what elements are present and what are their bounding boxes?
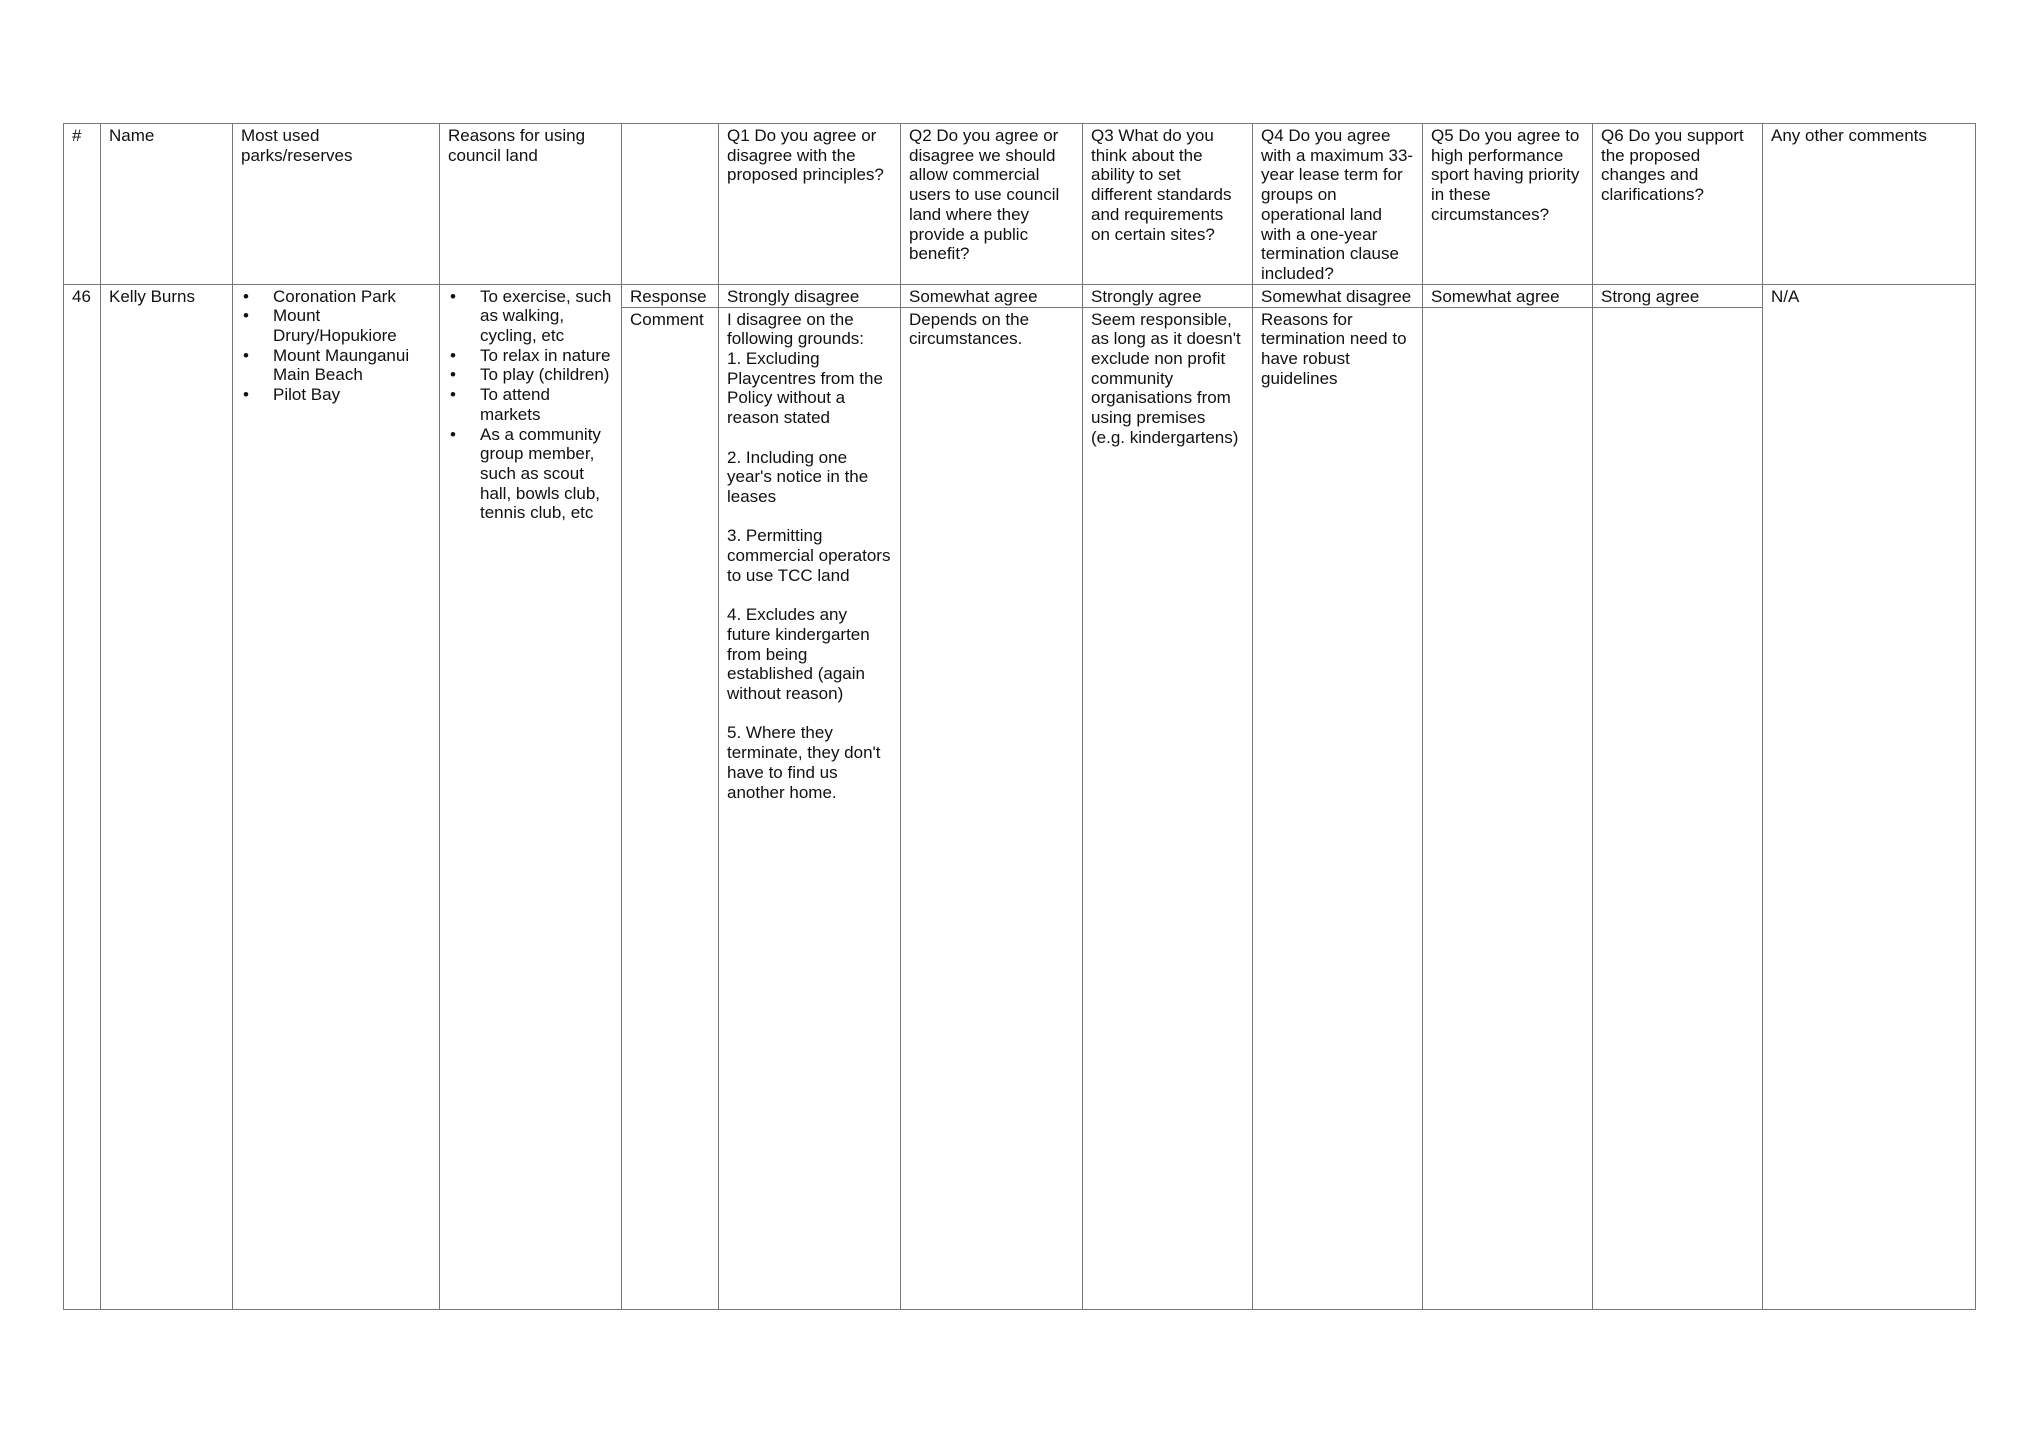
header-q1: Q1 Do you agree or disagree with the proposed principles? — [719, 124, 901, 285]
list-item: • As a community group member, such as scout hall, bowls club, tennis club, etc — [472, 425, 613, 524]
q1-response: Strongly disagree — [719, 284, 901, 307]
header-row — [64, 124, 1976, 285]
list-item: • To attend markets — [472, 385, 613, 424]
other-comments: N/A — [1763, 284, 1976, 1309]
reasons-cell — [440, 284, 622, 1309]
parks-cell — [233, 284, 440, 1309]
list-item: • To relax in nature — [472, 346, 613, 366]
list-item: • Mount Maunganui Main Beach — [265, 346, 431, 385]
response-label: Response — [622, 284, 719, 307]
q4-comment: Reasons for termination need to have robust guidelines — [1253, 307, 1423, 1309]
reasons-list — [448, 287, 613, 523]
comment-label: Comment — [622, 307, 719, 1309]
header-parks: Most used parks/reserves — [233, 124, 440, 285]
q3-response: Strongly agree — [1083, 284, 1253, 307]
header-q5: Q5 Do you agree to high performance sport having priority in these circumstances? — [1423, 124, 1593, 285]
header-q6: Q6 Do you support the proposed changes and clarifications? — [1593, 124, 1763, 285]
q2-comment: Depends on the circumstances. — [901, 307, 1083, 1309]
submissions-table — [63, 123, 1976, 1310]
q1-comment: I disagree on the following grounds: 1. Excluding Playcentres from the Policy without a reason stated 2. Including one year's notice in the leases 3. Permitting commercial operators to use TCC land 4. Excludes any future kindergarten from being established (again without reason) 5. Where they terminate, they don't have to find us another home. — [719, 307, 901, 1309]
q6-response: Strong agree — [1593, 284, 1763, 307]
header-q4: Q4 Do you agree with a maximum 33-year lease term for groups on operational land with a one-year termination clause included? — [1253, 124, 1423, 285]
header-number: # — [64, 124, 101, 285]
q2-response: Somewhat agree — [901, 284, 1083, 307]
parks-list — [241, 287, 431, 405]
list-item: • Mount Drury/Hopukiore — [265, 306, 431, 345]
header-blank — [622, 124, 719, 285]
q5-comment — [1423, 307, 1593, 1309]
q4-response: Somewhat disagree — [1253, 284, 1423, 307]
list-item: • Coronation Park — [265, 287, 431, 307]
header-q2: Q2 Do you agree or disagree we should allow commercial users to use council land where they provide a public benefit? — [901, 124, 1083, 285]
list-item: • Pilot Bay — [265, 385, 431, 405]
list-item: • To exercise, such as walking, cycling, etc — [472, 287, 613, 346]
submission-number: 46 — [64, 284, 101, 1309]
response-row — [64, 284, 1976, 307]
list-item: • To play (children) — [472, 365, 613, 385]
header-reasons: Reasons for using council land — [440, 124, 622, 285]
q6-comment — [1593, 307, 1763, 1309]
header-other-comments: Any other comments — [1763, 124, 1976, 285]
header-q3: Q3 What do you think about the ability to set different standards and requirements on certain sites? — [1083, 124, 1253, 285]
q5-response: Somewhat agree — [1423, 284, 1593, 307]
header-name: Name — [101, 124, 233, 285]
q3-comment: Seem responsible, as long as it doesn't exclude non profit community organisations from using premises (e.g. kindergartens) — [1083, 307, 1253, 1309]
submitter-name: Kelly Burns — [101, 284, 233, 1309]
